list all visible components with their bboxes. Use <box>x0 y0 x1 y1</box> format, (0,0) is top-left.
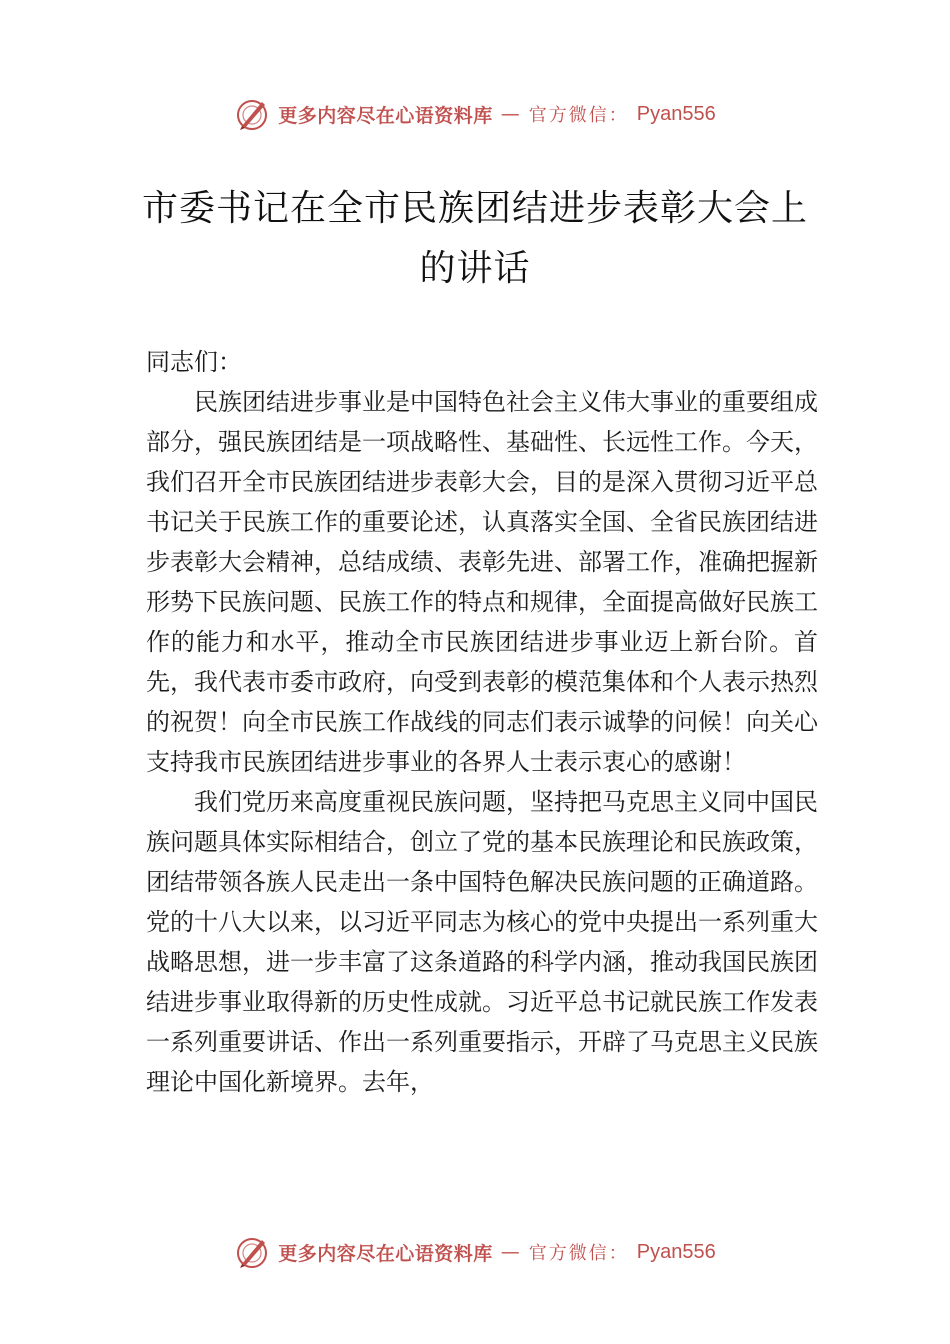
pen-logo-icon <box>234 96 270 132</box>
paragraph: 民族团结进步事业是中国特色社会主义伟大事业的重要组成部分，强民族团结是一项战略性、基础性、长远性工作。今天，我们召开全市民族团结进步表彰大会，目的是深入贯彻习近平总书记关于民族工作的重要论述，认真落实全国、全省民族团结进步表彰大会精神，总结成绩、表彰先进、部署工作，准确把握新形势下民族问题、民族工作的特点和规律，全面提高做好民族工作的能力和水平，推动全市民族团结进步事业迈上新台阶。首先，我代表市委市政府，向受到表彰的模范集体和个人表示热烈的祝贺！向全市民族工作战线的同志们表示诚挚的问候！向关心支持我市民族团结进步事业的各界人士表示衷心的感谢！ <box>146 388 818 776</box>
document-title-line-2: 的讲话 <box>419 248 531 289</box>
header-banner <box>0 94 950 134</box>
paragraph: 我们党历来高度重视民族问题，坚持把马克思主义同中国民族问题具体实际相结合，创立了党的基本民族理论和民族政策，团结带领各族人民走出一条中国特色解决民族问题的正确道路。党的十八大以来，以习近平同志为核心的党中央提出一系列重大战略思想，进一步丰富了这条道路的科学内涵，推动我国民族团结进步事业取得新的历史性成就。习近平总书记就民族工作发表一系列重要讲话、作出一系列重要指示，开辟了马克思主义民族理论中国化新境界。去年， <box>146 788 818 1096</box>
banner-wechat-id: Pyan556 <box>636 1240 716 1263</box>
salutation: 同志们： <box>146 348 242 376</box>
footer-banner <box>0 1232 950 1272</box>
banner-label: 更多内容尽在心语资料库 <box>278 104 493 127</box>
banner-wechat-id: Pyan556 <box>636 102 716 125</box>
banner-wechat-label: 官方微信： <box>528 105 629 126</box>
document-title-line-1: 市委书记在全市民族团结进步表彰大会上 <box>141 188 808 229</box>
banner-label: 更多内容尽在心语资料库 <box>278 1242 493 1265</box>
document-body <box>146 342 818 1102</box>
banner-separator: — <box>500 1241 521 1263</box>
banner-wechat-label: 官方微信： <box>528 1243 629 1264</box>
pen-logo-icon <box>234 1234 270 1270</box>
banner-separator: — <box>500 103 521 125</box>
